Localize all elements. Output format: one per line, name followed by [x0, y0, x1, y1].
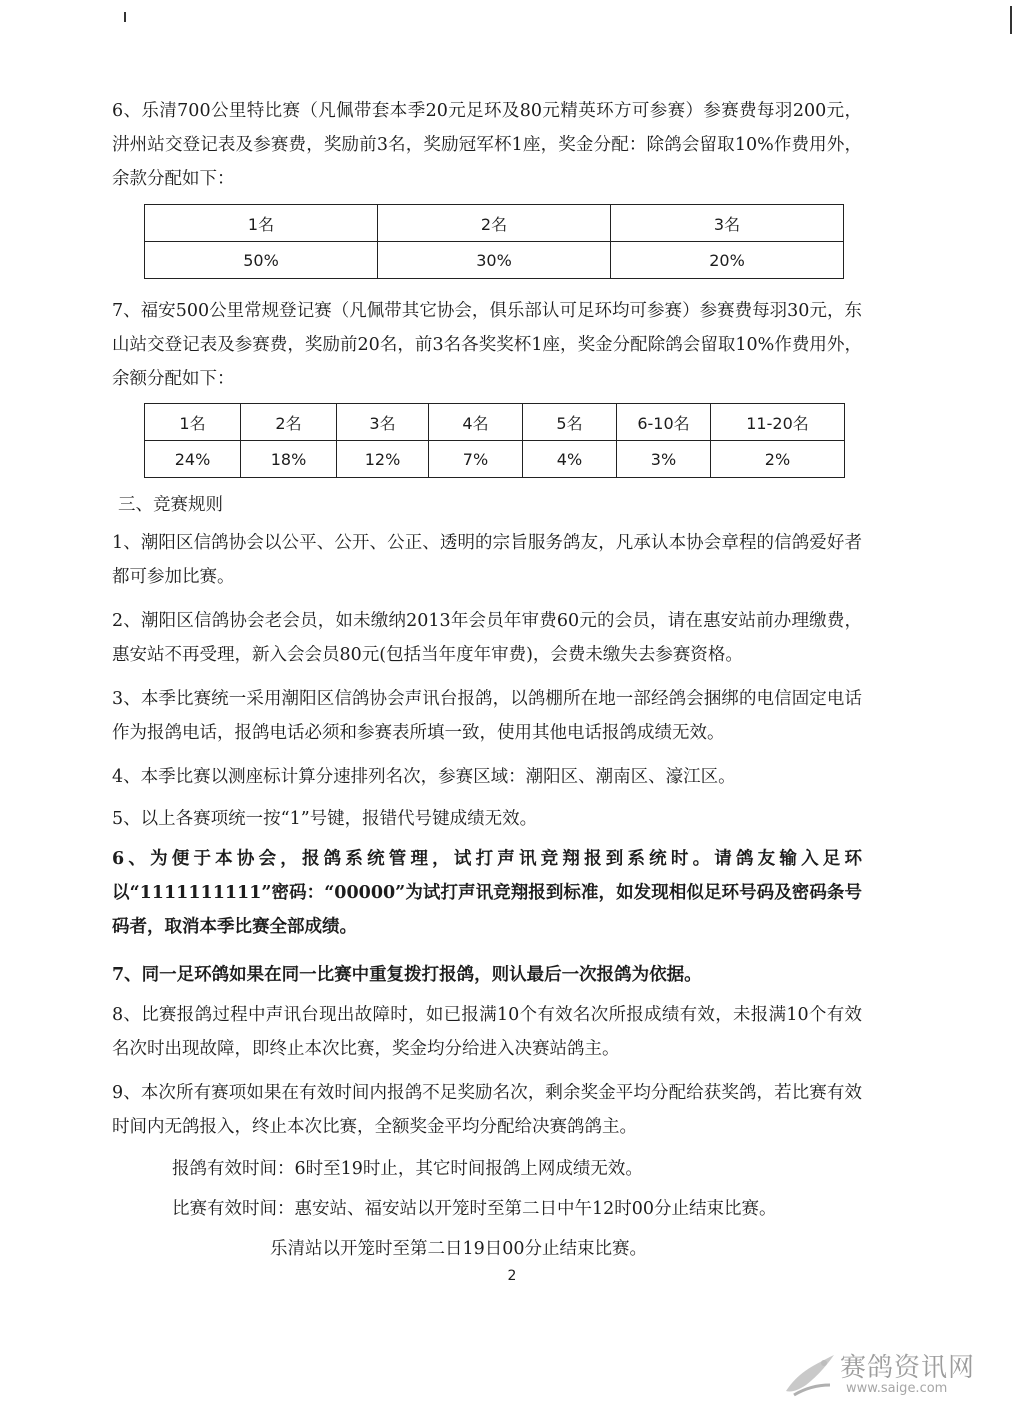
rule-8: 8、比赛报鸽过程中声讯台现出故障时，如已报满10个有效名次所报成绩有效，未报满10个有效名次时出现故障，即终止本次比赛，奖金均分给进入决赛站鸽主。 [112, 1005, 862, 1059]
percent-cell: 18% [241, 441, 337, 478]
rule-7: 7、同一足环鸽如果在同一比赛中重复拨打报鸽，则认最后一次报鸽为依据。 [112, 965, 702, 985]
rule-5: 5、以上各赛项统一按“1”号键，报错代号键成绩无效。 [112, 809, 538, 829]
rule-2: 2、潮阳区信鸽协会老会员，如未缴纳2013年会员年审费60元的会员，请在惠安站前办理缴费，惠安站不再受理，新入会会员80元(包括当年度年审费)，会费未缴失去参赛资格。 [112, 611, 862, 665]
site-watermark [780, 1345, 1010, 1401]
rank-cell: 5名 [523, 404, 617, 441]
section-7-text: 7、福安500公里常规登记赛（凡佩带其它协会，俱乐部认可足环均可参赛）参赛费每羽30元，东山站交登记表及参赛费，奖励前20名，前3名各奖奖杯1座，奖金分配除鸽会留取10%作费用外，余额分配如下： [112, 301, 862, 389]
section-6-text: 6、乐清700公里特比赛（凡佩带套本季20元足环及80元精英环方可参赛）参赛费每羽200元，汫州站交登记表及参赛费，奖励前3名，奖励冠军杯1座，奖金分配：除鸽会留取10%作费用外，余款分配如下： [112, 101, 862, 189]
table-row [145, 441, 845, 478]
prize-table-fuan [144, 403, 845, 478]
pigeon-logo-icon [780, 1345, 840, 1401]
table-row [145, 205, 844, 242]
table-row [145, 242, 844, 279]
percent-cell: 4% [523, 441, 617, 478]
rank-cell: 2名 [378, 205, 611, 242]
rule-1: 1、潮阳区信鸽协会以公平、公开、公正、透明的宗旨服务鸽友，凡承认本协会章程的信鸽爱好者都可参加比赛。 [112, 533, 862, 587]
leqing-valid-time: 乐清站以开笼时至第二日19日00分止结束比赛。 [270, 1239, 648, 1259]
percent-cell: 50% [145, 242, 378, 279]
rank-cell: 2名 [241, 404, 337, 441]
percent-cell: 2% [711, 441, 845, 478]
rank-cell: 1名 [145, 404, 241, 441]
rank-cell: 1名 [145, 205, 378, 242]
rank-cell: 11-20名 [711, 404, 845, 441]
table-row [145, 404, 845, 441]
rank-cell: 3名 [611, 205, 844, 242]
watermark-url: www.saige.com [846, 1381, 948, 1396]
rule-6: 6、为便于本协会，报鸽系统管理，试打声讯竞翔报到系统时。请鸽友输入足环以“1111111111”密码：“00000”为试打声讯竞翔报到标准，如发现相似足环号码及密码条号码者，取消本季比赛全部成绩。 [112, 849, 862, 937]
percent-cell: 12% [337, 441, 429, 478]
percent-cell: 3% [617, 441, 711, 478]
rule-9: 9、本次所有赛项如果在有效时间内报鸽不足奖励名次，剩余奖金平均分配给获奖鸽，若比赛有效时间内无鸽报入，终止本次比赛，全额奖金平均分配给决赛鸽鸽主。 [112, 1083, 862, 1137]
scan-mark [1010, 6, 1012, 34]
rank-cell: 6-10名 [617, 404, 711, 441]
rank-cell: 3名 [337, 404, 429, 441]
rank-cell: 4名 [429, 404, 523, 441]
scan-mark [124, 12, 126, 22]
rules-heading: 三、竞赛规则 [118, 495, 223, 515]
rule-3: 3、本季比赛统一采用潮阳区信鸽协会声讯台报鸽，以鸽棚所在地一部经鸽会捆绑的电信固定电话作为报鸽电话，报鸽电话必须和参赛表所填一致，使用其他电话报鸽成绩无效。 [112, 689, 862, 743]
page-number: 2 [507, 1268, 517, 1284]
percent-cell: 20% [611, 242, 844, 279]
rule-4: 4、本季比赛以测座标计算分速排列名次，参赛区域：潮阳区、潮南区、濠江区。 [112, 767, 736, 787]
watermark-title: 赛鸽资讯网 [840, 1353, 976, 1383]
prize-table-leqing [144, 204, 844, 279]
report-valid-time: 报鸽有效时间：6时至19时止，其它时间报鸽上网成绩无效。 [172, 1159, 643, 1179]
percent-cell: 30% [378, 242, 611, 279]
percent-cell: 7% [429, 441, 523, 478]
percent-cell: 24% [145, 441, 241, 478]
race-valid-time: 比赛有效时间：惠安站、福安站以开笼时至第二日中午12时00分止结束比赛。 [172, 1199, 777, 1219]
